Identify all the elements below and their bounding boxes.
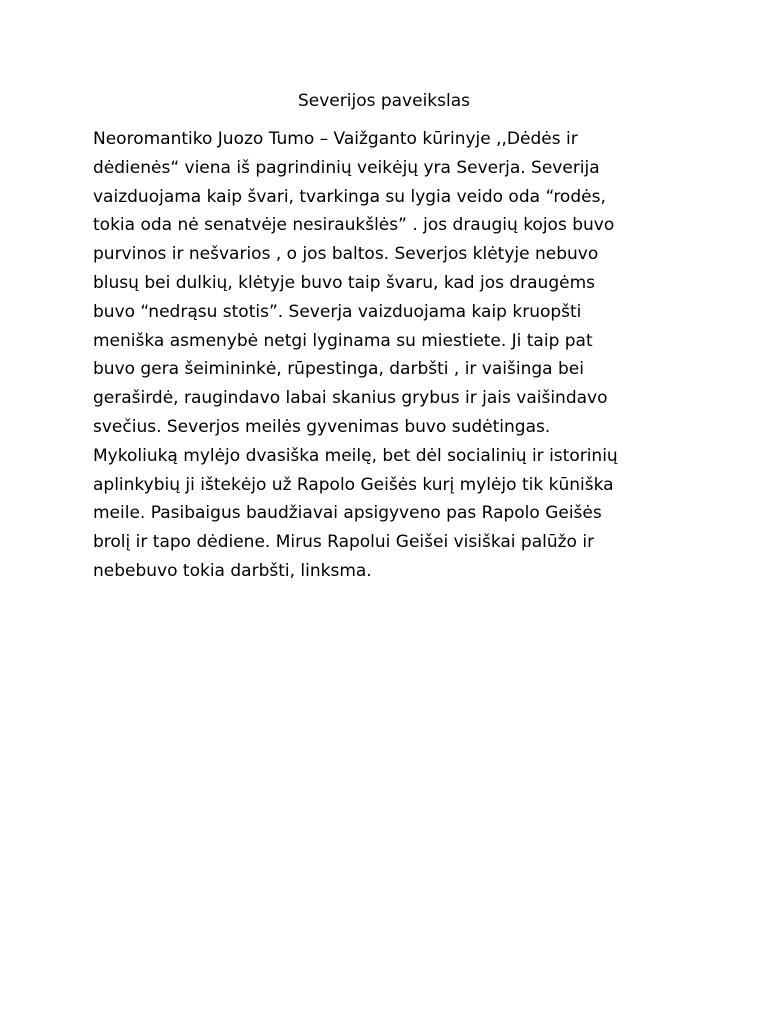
text-line: meile. Pasibaigus baudžiavai apsigyveno pas Rapolo Geišės xyxy=(93,503,602,524)
text-line: meniška asmenybė netgi lyginama su miestiete. Ji taip pat xyxy=(93,330,593,351)
text-line: vaizduojama kaip švari, tvarkinga su lygia veido oda “rodės, xyxy=(93,186,606,207)
document-body xyxy=(93,125,693,586)
text-line: purvinos ir nešvarios , o jos baltos. Severjos klėtyje nebuvo xyxy=(93,244,599,265)
text-line: geraširdė, raugindavo labai skanius grybus ir jais vaišindavo xyxy=(93,388,608,409)
text-line: svečius. Severjos meilės gyvenimas buvo sudėtingas. xyxy=(93,416,551,437)
text-line: Mykoliuką mylėjo dvasiška meilę, bet dėl socialinių ir istorinių xyxy=(93,445,618,466)
text-line: buvo gera šeimininkė, rūpestinga, darbšti , ir vaišinga bei xyxy=(93,359,584,380)
text-line: nebebuvo tokia darbšti, linksma. xyxy=(93,560,372,581)
text-line: tokia oda nė senatvėje nesiraukšlės” . jos draugių kojos buvo xyxy=(93,215,615,236)
text-line: buvo “nedrąsu stotis”. Severja vaizduojama kaip kruopšti xyxy=(93,301,582,322)
document-title: Severijos paveikslas xyxy=(297,91,471,111)
text-line: aplinkybių ji ištekėjo už Rapolo Geišės kurį mylėjo tik kūniška xyxy=(93,474,614,495)
text-line: brolį ir tapo dėdiene. Mirus Rapolui Geišei visiškai palūžo ir xyxy=(93,532,595,553)
text-line: blusų bei dulkių, klėtyje buvo taip švaru, kad jos draugėms xyxy=(93,272,595,293)
text-line: dėdienės“ viena iš pagrindinių veikėjų yra Severja. Severija xyxy=(93,157,600,178)
text-line: Neoromantiko Juozo Tumo – Vaižganto kūrinyje ,,Dėdės ir xyxy=(93,129,578,149)
